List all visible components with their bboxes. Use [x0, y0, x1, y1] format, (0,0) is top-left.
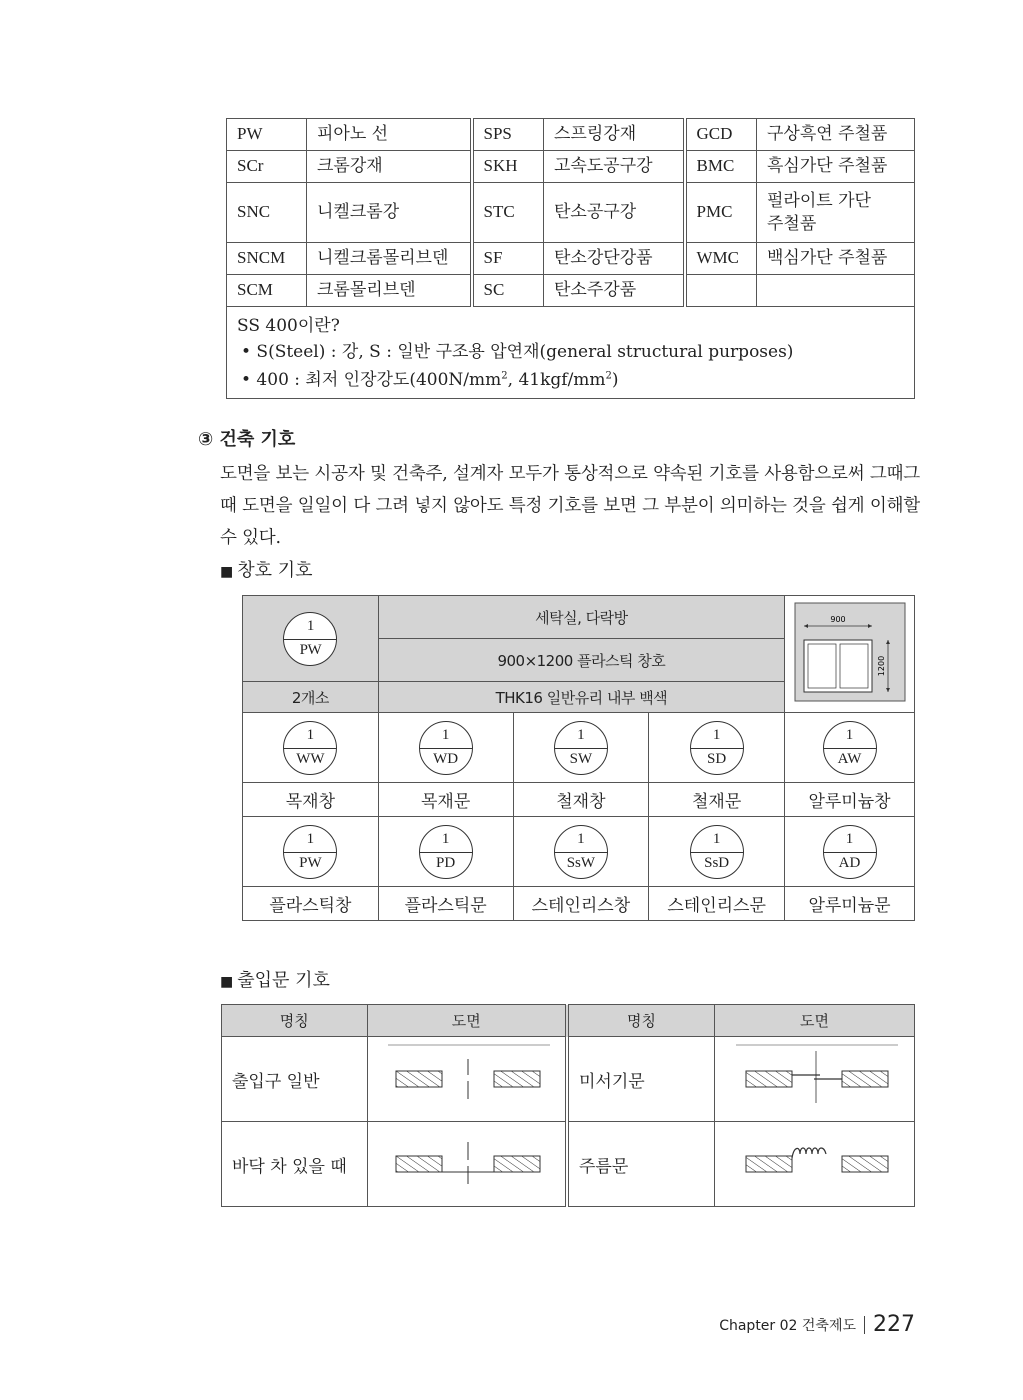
sliding-door-drawing: [716, 1037, 912, 1117]
code-cell: SPS: [472, 119, 544, 151]
code-cell: SKH: [472, 151, 544, 183]
table-row: [227, 183, 915, 243]
door-symbols-heading: ■ 출입문 기호: [220, 970, 330, 991]
symbol-cell: [243, 817, 379, 887]
symbol-cell: [378, 817, 513, 887]
door-drawing-cell: [714, 1037, 914, 1122]
height-dimension: 1200: [876, 655, 886, 677]
door-drawing-cell: [367, 1122, 567, 1207]
symbol-cell: [649, 713, 785, 783]
code-cell: STC: [472, 183, 544, 243]
table-row: [243, 817, 915, 887]
example-count: 2개소: [243, 682, 379, 713]
window-symbol-table: [242, 595, 915, 921]
window-elevation-cell: [785, 596, 915, 713]
floor-step-drawing: [368, 1122, 564, 1202]
name-cell: 펄라이트 가단 주철품: [757, 183, 915, 243]
name-cell: 니켈크롬강: [307, 183, 472, 243]
example-symbol-cell: [243, 596, 379, 682]
table-row: [227, 119, 915, 151]
table-note-row: [227, 307, 915, 399]
table-row: [222, 1122, 915, 1207]
code-cell: SCM: [227, 275, 307, 307]
note-title: SS 400이란?: [237, 316, 340, 336]
window-symbol: 1 SD: [690, 721, 744, 775]
table-row: [243, 596, 915, 639]
material-code-table: [226, 118, 915, 399]
table-row: [227, 151, 915, 183]
example-room: 세탁실, 다락방: [378, 596, 784, 639]
symbol-cell: [649, 817, 785, 887]
width-dimension: 900: [829, 615, 846, 624]
column-header: 도면: [367, 1005, 567, 1037]
name-cell: 백심가단 주철품: [757, 243, 915, 275]
symbol-label: 스테인리스문: [649, 887, 785, 921]
code-cell: SF: [472, 243, 544, 275]
symbol-label: 플라스틱창: [243, 887, 379, 921]
name-cell: 탄소강단강품: [544, 243, 685, 275]
table-row: [222, 1037, 915, 1122]
entrance-general-drawing: [368, 1037, 564, 1117]
name-cell: 피아노 선: [307, 119, 472, 151]
code-cell: [685, 275, 757, 307]
name-cell: 탄소주강품: [544, 275, 685, 307]
window-symbol: 1 AD: [823, 825, 877, 879]
symbol-label: 목재창: [243, 783, 379, 817]
code-cell: PW: [227, 119, 307, 151]
door-name: 출입구 일반: [222, 1037, 368, 1122]
door-name: 미서기문: [567, 1037, 715, 1122]
door-name: 주름문: [567, 1122, 715, 1207]
symbol-label: 철재창: [513, 783, 649, 817]
footer-divider: [864, 1316, 865, 1334]
page-number: 227: [873, 1312, 915, 1337]
symbol-label: 스테인리스창: [513, 887, 649, 921]
name-cell: [757, 275, 915, 307]
symbol-cell: [243, 713, 379, 783]
window-symbols-heading: ■ 창호 기호: [220, 560, 313, 581]
window-symbol: 1 PW: [283, 825, 337, 879]
window-symbol: 1 PW: [283, 612, 337, 666]
code-cell: SCr: [227, 151, 307, 183]
example-glass: THK16 일반유리 내부 백색: [378, 682, 784, 713]
door-drawing-cell: [367, 1037, 567, 1122]
code-cell: WMC: [685, 243, 757, 275]
code-cell: PMC: [685, 183, 757, 243]
square-bullet-icon: ■: [220, 564, 234, 580]
symbol-label: 플라스틱문: [378, 887, 513, 921]
window-symbol: 1 PD: [419, 825, 473, 879]
table-row: [243, 887, 915, 921]
column-header: 명칭: [567, 1005, 715, 1037]
code-cell: BMC: [685, 151, 757, 183]
window-symbol: 1 WW: [283, 721, 337, 775]
symbol-cell: [785, 713, 915, 783]
window-symbol: 1 WD: [419, 721, 473, 775]
code-cell: GCD: [685, 119, 757, 151]
door-drawing-cell: [714, 1122, 914, 1207]
table-header-row: [222, 1005, 915, 1037]
note-bullet: • S(Steel) : 강, S : 일반 구조용 압연재(general structural purposes): [241, 342, 794, 363]
name-cell: 크롬강재: [307, 151, 472, 183]
name-cell: 탄소공구강: [544, 183, 685, 243]
square-bullet-icon: ■: [220, 974, 234, 990]
name-cell: 구상흑연 주철품: [757, 119, 915, 151]
symbol-cell: [785, 817, 915, 887]
table-row: [227, 243, 915, 275]
window-symbol: 1 AW: [823, 721, 877, 775]
section-title: ③ 건축 기호: [198, 429, 296, 450]
symbol-label: 목재문: [378, 783, 513, 817]
column-header: 명칭: [222, 1005, 368, 1037]
symbol-label: 알루미늄문: [785, 887, 915, 921]
symbol-cell: [513, 817, 649, 887]
window-elevation-drawing: [794, 602, 906, 702]
name-cell: 스프링강재: [544, 119, 685, 151]
symbol-cell: [378, 713, 513, 783]
table-row: [227, 275, 915, 307]
column-header: 도면: [714, 1005, 914, 1037]
code-cell: SNC: [227, 183, 307, 243]
example-size: 900×1200 플라스틱 창호: [378, 639, 784, 682]
table-row: [243, 713, 915, 783]
folding-door-drawing: [716, 1122, 912, 1202]
symbol-label: 철재문: [649, 783, 785, 817]
window-symbol: 1 SW: [554, 721, 608, 775]
page-footer: [719, 1312, 915, 1337]
symbol-label: 알루미늄창: [785, 783, 915, 817]
code-cell: SC: [472, 275, 544, 307]
window-symbol: 1 SsW: [554, 825, 608, 879]
chapter-label: Chapter 02 건축제도: [719, 1317, 856, 1334]
table-row: [243, 783, 915, 817]
door-name: 바닥 차 있을 때: [222, 1122, 368, 1207]
section-body: 도면을 보는 시공자 및 건축주, 설계자 모두가 통상적으로 약속된 기호를 사용함으로써 그때그때 도면을 일일이 다 그려 넣지 않아도 특정 기호를 보면 그 부분이 의미하는 것을 쉽게 이해할 수 있다.: [220, 464, 920, 548]
door-symbol-table: [221, 1004, 915, 1207]
name-cell: 고속도공구강: [544, 151, 685, 183]
name-cell: 니켈크롬몰리브덴: [307, 243, 472, 275]
symbol-cell: [513, 713, 649, 783]
ss400-note: [227, 307, 915, 399]
name-cell: 크롬몰리브덴: [307, 275, 472, 307]
code-cell: SNCM: [227, 243, 307, 275]
window-symbol: 1 SsD: [690, 825, 744, 879]
note-bullet: • 400 : 최저 인장강도($400N/mm^2$, $41kgf/mm^2$): [241, 369, 619, 390]
name-cell: 흑심가단 주철품: [757, 151, 915, 183]
